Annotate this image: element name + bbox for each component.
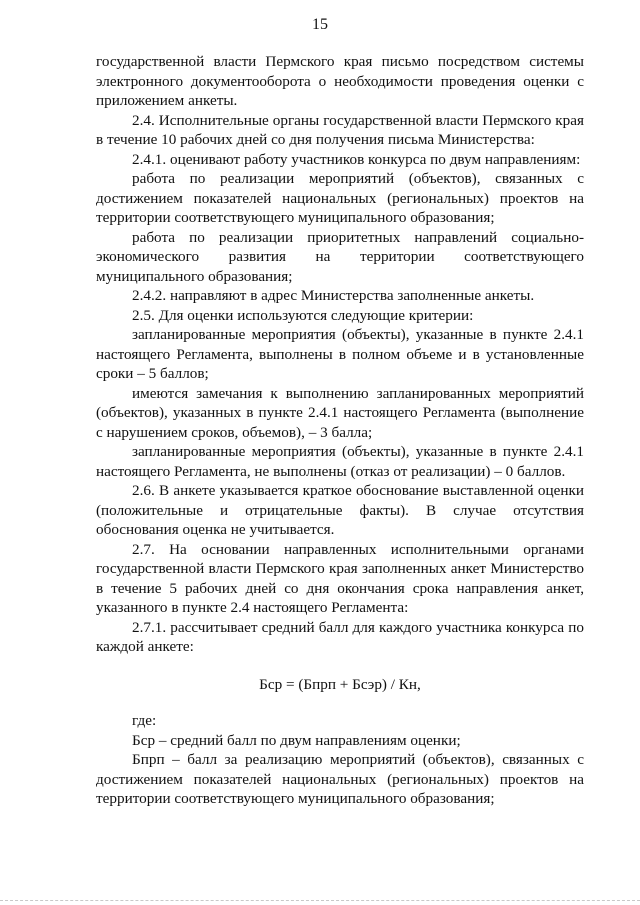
formula: Бср = (Бпрп + Бсэр) / Кн, [259, 675, 421, 693]
paragraph: работа по реализации мероприятий (объектов), связанных с достижением показателей национальных (региональных) проектов на территории соответствующего муниципального образования; [96, 170, 584, 226]
paragraph: имеются замечания к выполнению запланированных мероприятий (объектов), указанных в пункте 2.4.1 настоящего Регламента (выполнение с нарушением сроков, объемов), – 3 балла; [96, 384, 584, 441]
paragraph: 2.5. Для оценки используются следующие критерии: [132, 306, 474, 324]
paragraph: запланированные мероприятия (объекты), указанные в пункте 2.4.1 настоящего Регламента, не выполнены (отказ от реализации) – 0 баллов. [96, 443, 584, 480]
paragraph: 2.4. Исполнительные органы государственной власти Пермского края в течение 10 рабочих дней со дня получения письма Министерства: [96, 111, 584, 148]
paragraph: 2.6. В анкете указывается краткое обоснование выставленной оценки (положительные и отрицательные факты). В случае отсутствия обоснования оценка не учитывается. [96, 482, 584, 538]
page-bottom-edge [0, 900, 640, 902]
paragraph: где: [132, 712, 157, 729]
paragraph: работа по реализации приоритетных направлений социально-экономического развития на территории соответствующего муниципального образования; [96, 228, 584, 285]
paragraph: 2.7.1. рассчитывает средний балл для каждого участника конкурса по каждой анкете: [96, 618, 584, 655]
page-number: 15 [312, 16, 328, 33]
paragraph: 2.4.1. оценивают работу участников конкурса по двум направлениям: [132, 150, 581, 168]
paragraph: 2.7. На основании направленных исполнительными органами государственной власти Пермского края заполненных анкет Министерство в течение 5 рабочих дней со дня окончания срока направления анкет, указанного в пункте 2.4 настоящего Регламента: [96, 540, 584, 616]
paragraph: государственной власти Пермского края письмо посредством системы электронного документооборота о необходимости проведения оценки с приложением анкеты. [96, 53, 584, 109]
paragraph: запланированные мероприятия (объекты), указанные в пункте 2.4.1 настоящего Регламента, выполнены в полном объеме и в установленные сроки – 5 баллов; [96, 326, 584, 382]
paragraph: Бпрп – балл за реализацию мероприятий (объектов), связанных с достижением показателей национальных (региональных) проектов на территории соответствующего муниципального образования; [96, 751, 584, 807]
document-body [96, 52, 584, 809]
paragraph: Бср – средний балл по двум направлениям оценки; [132, 731, 461, 749]
paragraph: 2.4.2. направляют в адрес Министерства заполненные анкеты. [132, 287, 535, 304]
